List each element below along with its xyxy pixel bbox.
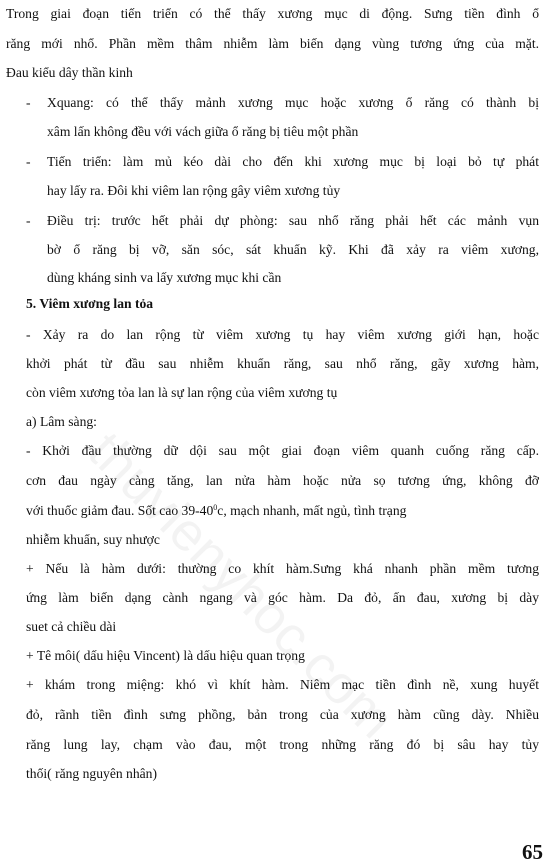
- list-item-line: Xquang: có thể thấy mảnh xương mục hoặc xương ổ răng có thành bị: [47, 95, 539, 110]
- paragraph-line: + Tê môi( dấu hiệu Vincent) là dấu hiệu quan trọng: [26, 648, 305, 663]
- paragraph-line: Đau kiểu dây thần kinh: [6, 65, 133, 80]
- paragraph-line: [26, 503, 547, 519]
- list-item-line: Điều trị: trước hết phải dự phòng: sau nhổ răng phải hết các mảnh vụn: [47, 213, 539, 228]
- fever-text: với thuốc giảm đau. Sốt cao 39-40: [26, 503, 214, 518]
- paragraph-line: - Xảy ra do lan rộng từ viêm xương tụ hay viêm xương giới hạn, hoặc: [26, 327, 539, 342]
- paragraph-line: nhiễm khuẩn, suy nhược: [26, 532, 160, 547]
- paragraph-line: + Nếu là hàm dưới: thường co khít hàm.Sưng khá nhanh phần mềm tương: [26, 561, 539, 576]
- paragraph-line: - Khởi đầu thường dữ dội sau một giai đoạn viêm quanh cuống răng cấp.: [26, 443, 539, 458]
- bullet-dash: -: [26, 95, 31, 110]
- paragraph-line: còn viêm xương tỏa lan là sự lan rộng của viêm xương tụ: [26, 385, 338, 400]
- section-heading: 5. Viêm xương lan tỏa: [26, 296, 154, 311]
- paragraph-line: thối( răng nguyên nhân): [26, 766, 157, 781]
- paragraph-line: suet cả chiều dài: [26, 619, 117, 634]
- bullet-dash: -: [26, 213, 31, 228]
- list-item-line: bờ ổ răng bị vỡ, săn sóc, sát khuẩn kỹ. Khi đã xảy ra viêm xương,: [47, 242, 539, 257]
- paragraph-line: răng mới nhổ. Phần mềm thâm nhiễm làm biến dạng vùng tương ứng của mặt.: [6, 36, 539, 51]
- watermark: [76, 420, 406, 750]
- paragraph-line: + khám trong miệng: khó vì khít hàm. Niêm mạc tiền đình nề, xung huyết: [26, 677, 539, 692]
- paragraph-line: răng lung lay, chạm vào đau, một trong những răng đó bị sâu hay tủy: [26, 737, 539, 752]
- paragraph-line: Trong giai đoạn tiến triển có thể thấy xương mục di động. Sưng tiền đình ổ: [6, 6, 539, 21]
- list-item-line: hay lấy ra. Đôi khi viêm lan rộng gây viêm xương tủy: [47, 183, 341, 198]
- fever-text-continued: c, mạch nhanh, mất ngủ, tình trạng: [217, 503, 407, 518]
- paragraph-line: ứng làm biến dạng cành ngang và góc hàm. Da đỏ, ấn đau, xương bị dày: [26, 590, 539, 605]
- list-item-line: xâm lấn không đều với vách giữa ổ răng bị tiêu một phần: [47, 124, 359, 139]
- degree-superscript: 0: [213, 503, 218, 512]
- bullet-dash: -: [26, 154, 31, 169]
- list-item-line: Tiến triển: làm mủ kéo dài cho đến khi xương mục bị loại bỏ tự phát: [47, 154, 539, 169]
- list-item-line: dùng kháng sinh va lấy xương mục khi cần: [47, 270, 282, 285]
- subheading: a) Lâm sàng:: [26, 414, 97, 429]
- paragraph-line: cơn đau ngày càng tăng, lan nửa hàm hoặc nửa sọ tương ứng, không đỡ: [26, 473, 539, 488]
- paragraph-line: khởi phát từ đầu sau nhiễm khuẩn răng, sau nhổ răng, gãy xương hàm,: [26, 356, 539, 371]
- page-number: 65: [522, 840, 543, 864]
- paragraph-line: đỏ, rãnh tiền đình sưng phồng, bản trong của xương hàm cũng dày. Nhiều: [26, 707, 539, 722]
